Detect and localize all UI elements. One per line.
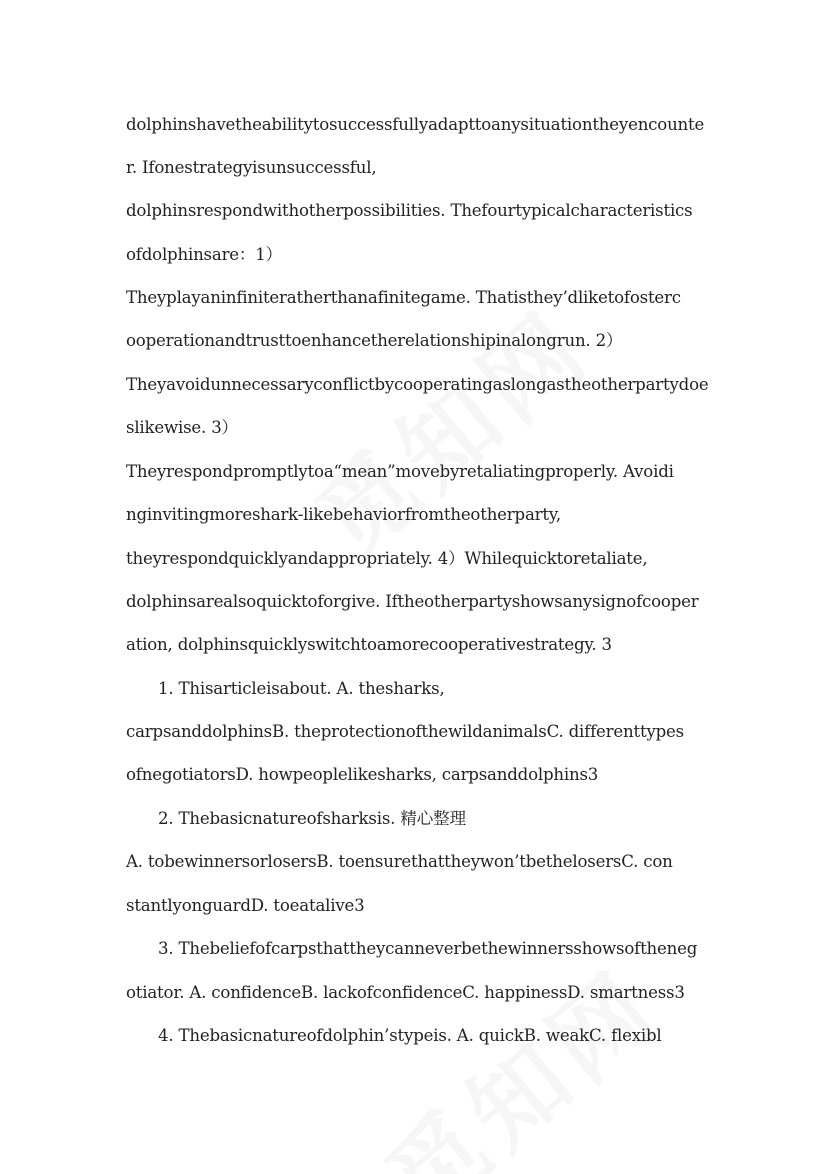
text-line: otiator. A. confidenceB. lackofconfidenceC. happinessD. smartness3 bbox=[126, 983, 685, 1002]
question-4: 4. Thebasicnatureofdolphin’stypeis. A. quickB. weakC. flexibl bbox=[158, 1026, 662, 1045]
question-2: 2. Thebasicnatureofsharksis. 精心整理 bbox=[158, 809, 466, 828]
text-line: dolphinsrespondwithotherpossibilities. Thefourtypicalcharacteristics bbox=[126, 201, 693, 220]
text-line: ofdolphinsare：1） bbox=[126, 245, 283, 264]
watermark bbox=[283, 274, 615, 583]
text-line: dolphinshavetheabilitytosuccessfullyadapttoanysituationtheyencounte bbox=[126, 115, 705, 134]
text-line: Theyplayaninfiniteratherthanafinitegame. Thatisthey’dliketofosterc bbox=[126, 288, 681, 307]
text-line: stantlyonguardD. toeatalive3 bbox=[126, 896, 365, 915]
text-line: A. tobewinnersorlosersB. toensurethattheywon’tbethelosersC. con bbox=[126, 852, 673, 871]
text-line: Theyavoidunnecessaryconflictbycooperatingaslongastheotherpartydoe bbox=[126, 375, 709, 394]
text-line: ooperationandtrusttoenhancetherelationshipinalongrun. 2） bbox=[126, 331, 623, 350]
text-line: ation, dolphinsquicklyswitchtoamorecooperativestrategy. 3 bbox=[126, 635, 612, 654]
text-line: slikewise. 3） bbox=[126, 418, 238, 437]
text-line: r. Ifonestrategyisunsuccessful, bbox=[126, 158, 377, 177]
text-line: dolphinsarealsoquicktoforgive. Iftheotherpartyshowsanysignofcooper bbox=[126, 592, 699, 611]
text-line: nginvitingmoreshark-likebehaviorfromtheotherparty, bbox=[126, 505, 561, 524]
text-line: Theyrespondpromptlytoa“mean”movebyretaliatingproperly. Avoidi bbox=[126, 462, 674, 481]
text-line: ofnegotiatorsD. howpeoplelikesharks, carpsanddolphins3 bbox=[126, 765, 599, 784]
question-1: 1. Thisarticleisabout. A. thesharks, bbox=[158, 679, 445, 698]
text-line: carpsanddolphinsB. theprotectionofthewildanimalsC. differenttypes bbox=[126, 722, 684, 741]
watermark bbox=[353, 934, 685, 1174]
text-line: theyrespondquicklyandappropriately. 4）Whilequicktoretaliate, bbox=[126, 549, 648, 568]
question-3: 3. Thebeliefofcarpsthattheycanneverbethewinnersshowsoftheneg bbox=[158, 939, 698, 958]
